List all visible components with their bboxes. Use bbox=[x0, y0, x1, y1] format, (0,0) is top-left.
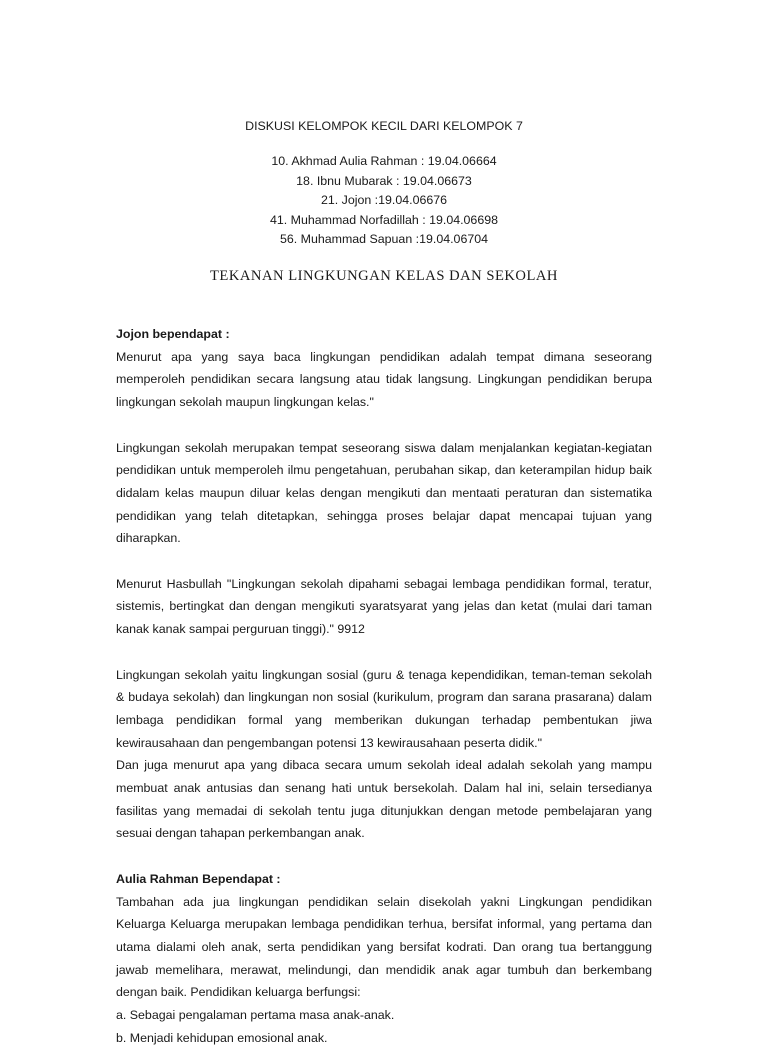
member-item: 10. Akhmad Aulia Rahman : 19.04.06664 bbox=[271, 154, 497, 168]
group-heading: DISKUSI KELOMPOK KECIL DARI KELOMPOK 7 bbox=[245, 119, 523, 133]
paragraph: Tambahan ada jua lingkungan pendidikan selain disekolah yakni Lingkungan pendidikan Keluarga Keluarga merupakan lembaga pendidikan terhua, bersifat informal, yang pertama dan utama dialami oleh anak, serta pendidikan yang bersifat kodrati. Dan orang tua bertanggung jawab memelihara, merawat, melindungi, dan mendidik anak agar tumbuh dan berkembang dengan baik. Pendidikan keluarga berfungsi: bbox=[116, 894, 652, 1000]
paragraph: Lingkungan sekolah yaitu lingkungan sosial (guru & tenaga kependidikan, teman-teman sekolah & budaya sekolah) dan lingkungan non sosial (kurikulum, program dan sarana prasarana) dalam lembaga pendidikan formal yang memberikan dukungan terhadap pembentukan jiwa kewirausahaan dan pengembangan potensi 13 kewirausahaan peserta didik." bbox=[116, 667, 652, 750]
paragraph: Lingkungan sekolah merupakan tempat seseorang siswa dalam menjalankan kegiatan-kegiatan pendidikan untuk memperoleh ilmu pengetahuan, perubahan sikap, dan keterampilan hidup baik didalam kelas maupun diluar kelas dengan mengikuti dan mentaati peraturan dan sistematika pendidikan yang telah ditetapkan, sehingga proses belajar dapat mencapai tujuan yang diharapkan. bbox=[116, 440, 652, 546]
list-item: b. Menjadi kehidupan emosional anak. bbox=[116, 1030, 328, 1045]
member-list bbox=[0, 152, 768, 250]
section-label-aulia: Aulia Rahman Bependapat : bbox=[116, 871, 281, 886]
member-item: 18. Ibnu Mubarak : 19.04.06673 bbox=[296, 173, 472, 188]
paragraph: Menurut Hasbullah "Lingkungan sekolah dipahami sebagai lembaga pendidikan formal, teratur, sistemis, bertingkat dan dengan mengikuti syaratsyarat yang jelas dan ketat (mulai dari taman kanak kanak sampai perguruan tinggi)." 9912 bbox=[116, 576, 652, 637]
member-item: 56. Muhammad Sapuan :19.04.06704 bbox=[279, 232, 489, 247]
document-body bbox=[116, 323, 652, 1049]
member-item: 41. Muhammad Norfadillah : 19.04.06698 bbox=[270, 212, 498, 227]
document-title: TEKANAN LINGKUNGAN KELAS DAN SEKOLAH bbox=[210, 268, 558, 284]
paragraph: Dan juga menurut apa yang dibaca secara umum sekolah ideal adalah sekolah yang mampu membuat anak antusias dan senang hati untuk bersekolah. Dalam hal ini, selain tersedianya fasilitas yang memadai di sekolah tentu juga ditunjukkan dengan metode pembelajaran yang sesuai dengan tahapan perkembangan anak. bbox=[116, 758, 652, 841]
section-label-jojon: Jojon bependapat : bbox=[116, 327, 230, 341]
list-item: a. Sebagai pengalaman pertama masa anak-anak. bbox=[116, 1008, 395, 1023]
member-item: 21. Jojon :19.04.06676 bbox=[320, 193, 448, 208]
paragraph: Menurut apa yang saya baca lingkungan pendidikan adalah tempat dimana seseorang memperoleh pendidikan secara langsung atau tidak langsung. Lingkungan pendidikan berupa lingkungan sekolah maupun lingkungan kelas." bbox=[116, 349, 652, 410]
